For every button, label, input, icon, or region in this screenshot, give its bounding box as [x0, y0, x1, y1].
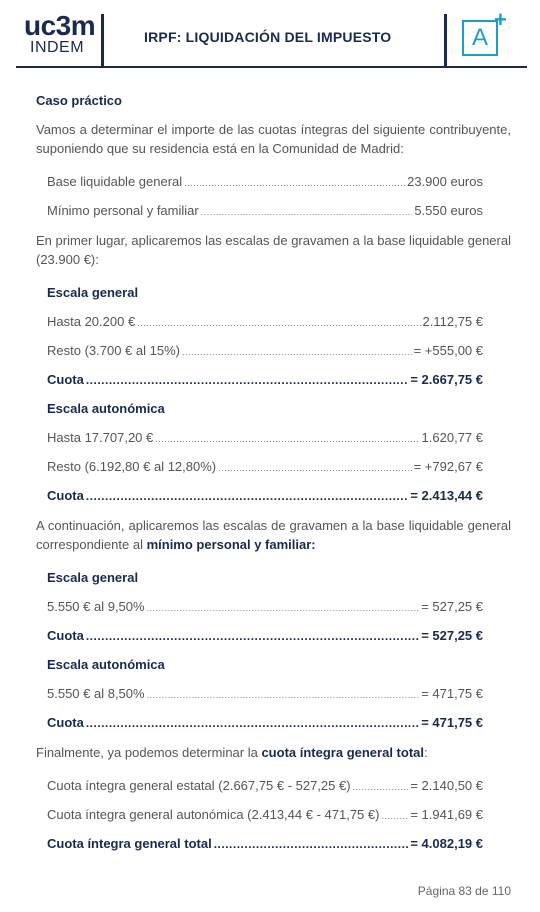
leader-dots — [86, 365, 409, 395]
leader-dots — [201, 196, 413, 227]
data-row — [47, 196, 483, 225]
total-value: = 2.413,44 € — [410, 488, 483, 503]
subsection-title: Escala general — [47, 285, 139, 300]
leader-dots — [155, 423, 419, 454]
final-paragraph-end: : — [424, 745, 428, 760]
total-value: = 2.667,75 € — [410, 372, 483, 387]
intro-paragraph: Vamos a determinar el importe de las cuotas íntegras del siguiente contribuyente, suponiendo que su residencia está en la Comunidad de Madrid: — [36, 122, 511, 156]
data-row — [47, 167, 483, 196]
document-body — [36, 93, 511, 858]
calc-row — [47, 336, 483, 365]
uc3m-logo: uc3m — [24, 10, 96, 41]
row-label: 5.550 € al 8,50% — [47, 686, 145, 701]
leader-dots — [214, 829, 409, 859]
leader-dots — [182, 336, 412, 367]
total-label: Cuota — [47, 628, 84, 643]
final-paragraph-emphasis: cuota íntegra general total — [261, 745, 424, 760]
subsection-title: Escala autonómica — [47, 401, 165, 416]
second-paragraph-emphasis: mínimo personal y familiar: — [146, 537, 316, 552]
total-row — [47, 708, 483, 737]
row-label: Resto (3.700 € al 15%) — [47, 343, 180, 358]
row-label: Hasta 17.707,20 € — [47, 430, 154, 445]
leader-dots — [86, 708, 419, 738]
total-row — [47, 621, 483, 650]
calc-row — [47, 771, 483, 800]
calc-row — [47, 800, 483, 829]
total-value: = 4.082,19 € — [410, 836, 483, 851]
row-value: = +792,67 € — [413, 459, 483, 474]
total-row — [47, 829, 483, 858]
row-value: = 2.140,50 € — [410, 778, 483, 793]
row-label: Base liquidable general — [47, 174, 183, 189]
page-header — [0, 0, 540, 70]
second-paragraph-text: A continuación, aplicaremos las escalas de gravamen a la base liquidable general correspondiente al — [36, 518, 511, 552]
total-value: = 471,75 € — [421, 715, 483, 730]
total-label: Cuota — [47, 715, 84, 730]
row-label: Cuota íntegra general autonómica (2.413,44 € - 471,75 €) — [47, 807, 380, 822]
subsection-title: Escala autonómica — [47, 657, 165, 672]
plus-icon: + — [494, 7, 507, 32]
leader-dots — [86, 621, 419, 651]
page-number: Página 83 de 110 — [417, 884, 511, 898]
final-paragraph — [36, 743, 511, 762]
leader-dots — [381, 800, 408, 831]
row-value: = 471,75 € — [421, 686, 483, 701]
calc-row — [47, 592, 483, 621]
header-rule — [16, 66, 527, 68]
calc-row — [47, 452, 483, 481]
total-label: Cuota íntegra general total — [47, 836, 212, 851]
row-value: 1.620,77 € — [421, 430, 483, 445]
row-label: Hasta 20.200 € — [47, 314, 136, 329]
row-value: 2.112,75 € — [422, 314, 483, 329]
calc-row — [47, 307, 483, 336]
header-divider — [101, 14, 104, 66]
header-divider — [444, 14, 447, 66]
row-value: = +555,00 € — [413, 343, 483, 358]
row-value: = 527,25 € — [421, 599, 483, 614]
final-paragraph-text: Finalmente, ya podemos determinar la — [36, 745, 262, 760]
total-label: Cuota — [47, 372, 84, 387]
second-paragraph — [36, 516, 511, 554]
indem-logo: INDEM — [30, 39, 85, 56]
row-value: = 1.941,69 € — [410, 807, 483, 822]
leader-dots — [147, 679, 420, 710]
leader-dots — [184, 167, 405, 198]
calc-row — [47, 423, 483, 452]
leader-dots — [353, 771, 409, 802]
calc-row — [47, 679, 483, 708]
page-title: IRPF: LIQUIDACIÓN DEL IMPUESTO — [144, 29, 392, 45]
subsection-title: Escala general — [47, 570, 139, 585]
row-label: Mínimo personal y familiar — [47, 203, 199, 218]
row-label: 5.550 € al 9,50% — [47, 599, 145, 614]
row-label: Cuota íntegra general estatal (2.667,75 € - 527,25 €) — [47, 778, 351, 793]
leader-dots — [218, 452, 411, 483]
aplus-logo-icon — [462, 20, 498, 56]
total-row — [47, 481, 483, 510]
leader-dots — [86, 481, 409, 511]
row-value: 5.550 euros — [414, 203, 483, 218]
total-row — [47, 365, 483, 394]
leader-dots — [147, 592, 420, 623]
total-label: Cuota — [47, 488, 84, 503]
first-paragraph: En primer lugar, aplicaremos las escalas de gravamen a la base liquidable general (23.900 €): — [36, 233, 511, 267]
aplus-letter: A — [471, 24, 488, 51]
leader-dots — [137, 307, 420, 338]
row-label: Resto (6.192,80 € al 12,80%) — [47, 459, 217, 474]
row-value: 23.900 euros — [407, 174, 483, 189]
total-value: = 527,25 € — [421, 628, 483, 643]
section-title: Caso práctico — [36, 93, 122, 108]
